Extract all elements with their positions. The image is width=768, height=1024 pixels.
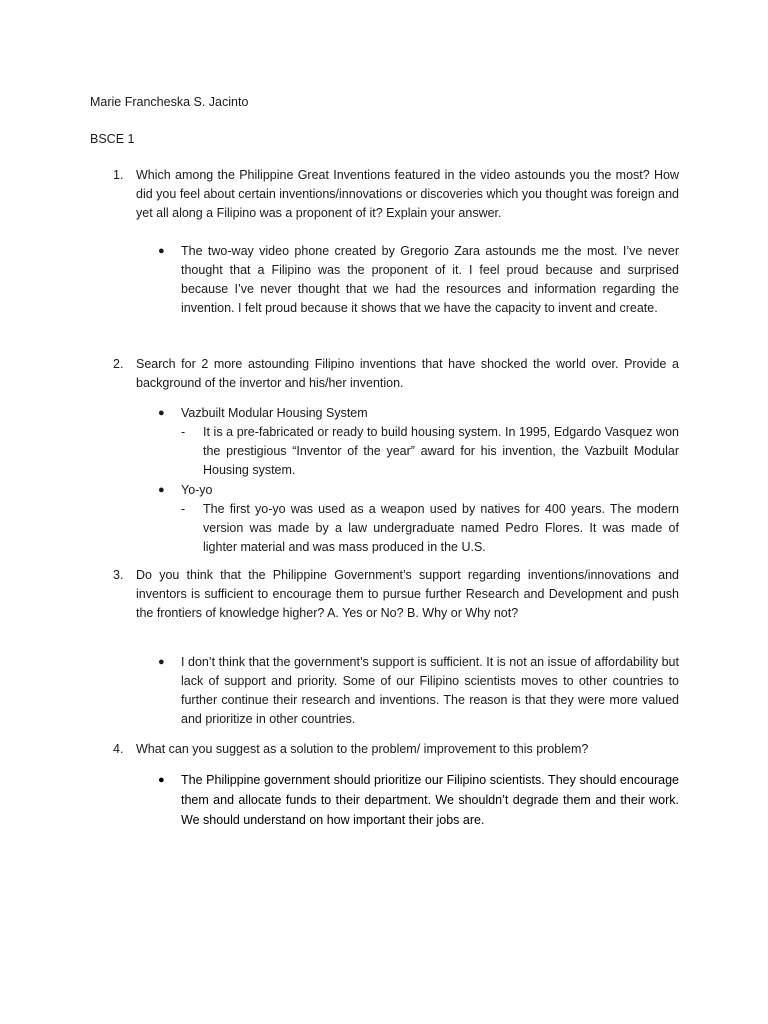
question-4 <box>113 740 679 759</box>
answer-2-bullet-2 <box>158 481 679 500</box>
answer-4-bullet <box>158 770 679 830</box>
question-text: Which among the Philippine Great Inventions featured in the video astounds you the most? How did you feel about certain inventions/innovations or discoveries which you thought was foreign and yet all along a Filipino was a proponent of it? Explain your answer. <box>136 168 679 220</box>
sub-text: The first yo-yo was used as a weapon used by natives for 400 years. The modern version was made by a law undergraduate named Pedro Flores. It was made of lighter material and was mass produced in the U.S. <box>203 502 679 554</box>
question-number: 1. <box>113 168 124 182</box>
answer-3-bullet <box>158 653 679 729</box>
answer-2-sub-2 <box>181 500 679 557</box>
answer-2-bullet-1 <box>158 404 679 423</box>
author-name: Marie Francheska S. Jacinto <box>90 95 249 109</box>
answer-text: The two-way video phone created by Gregorio Zara astounds me the most. I’ve never thought that a Filipino was the proponent of it. I feel proud because and surprised because I’ve never thought that we had the resources and information regarding the invention. I felt proud because it shows that we have the capacity to invent and create. <box>181 244 679 315</box>
answer-text: Vazbuilt Modular Housing System <box>181 406 368 420</box>
sub-text: It is a pre-fabricated or ready to build housing system. In 1995, Edgardo Vasquez won the prestigious “Inventor of the year” award for his invention, the Vazbuilt Modular Housing system. <box>203 425 679 477</box>
question-number: 2. <box>113 357 124 371</box>
question-text: What can you suggest as a solution to the problem/ improvement to this problem? <box>136 742 589 756</box>
question-text: Do you think that the Philippine Government’s support regarding inventions/innovations and inventors is sufficient to encourage them to pursue further Research and Development and push the frontiers of knowledge higher? A. Yes or No? B. Why or Why not? <box>136 568 679 620</box>
bullet-icon: ● <box>158 407 165 419</box>
bullet-icon: ● <box>158 484 165 496</box>
answer-text: I don’t think that the government’s support is sufficient. It is not an issue of affordability but lack of support and priority. Some of our Filipino scientists moves to other countries to further continue their research and inventions. The reason is that they were more valued and prioritize in other countries. <box>181 655 679 726</box>
answer-2-sub-1 <box>181 423 679 480</box>
question-number: 3. <box>113 568 124 582</box>
question-1 <box>113 166 679 223</box>
question-text: Search for 2 more astounding Filipino inventions that have shocked the world over. Provide a background of the invertor and his/her invention. <box>136 357 679 390</box>
question-3 <box>113 566 679 623</box>
answer-text: The Philippine government should prioritize our Filipino scientists. They should encourage them and allocate funds to their department. We shouldn’t degrade them and their work. We should understand on how important their jobs are. <box>181 773 679 827</box>
bullet-icon: ● <box>158 245 165 257</box>
dash-icon: - <box>181 502 186 516</box>
question-number: 4. <box>113 742 124 756</box>
answer-text: Yo-yo <box>181 483 213 497</box>
dash-icon: - <box>181 425 186 439</box>
bullet-icon: ● <box>158 774 165 786</box>
bullet-icon: ● <box>158 656 165 668</box>
section-label: BSCE 1 <box>90 132 135 146</box>
question-2 <box>113 355 679 393</box>
answer-1-bullet <box>158 242 679 318</box>
